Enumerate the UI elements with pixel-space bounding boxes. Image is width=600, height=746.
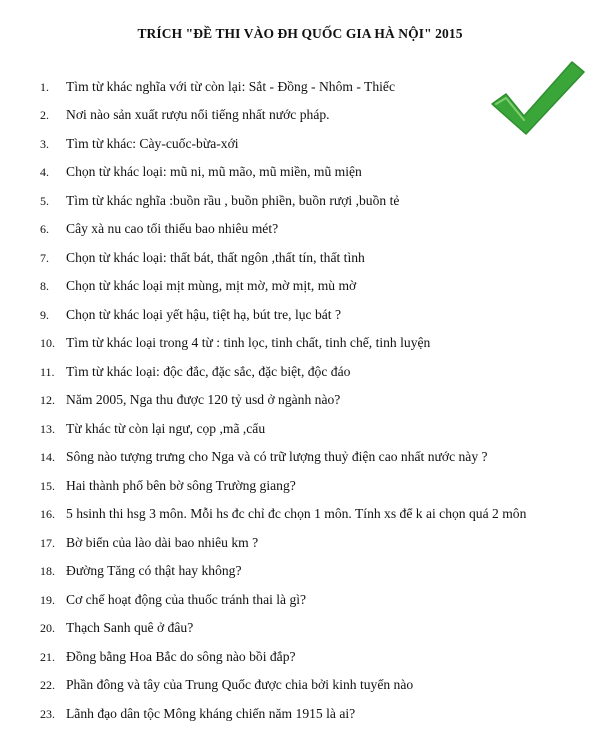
question-number: 4. <box>40 165 49 179</box>
question-item <box>0 305 600 325</box>
question-item <box>0 704 600 724</box>
question-number: 3. <box>40 137 49 151</box>
question-text: Lãnh đạo dân tộc Mông kháng chiến năm 1915 là ai? <box>66 706 356 721</box>
question-item <box>0 362 600 382</box>
question-number: 18. <box>40 564 55 578</box>
question-item <box>0 248 600 268</box>
question-item <box>0 77 600 97</box>
question-number: 20. <box>40 621 55 635</box>
question-number: 16. <box>40 507 55 521</box>
question-item <box>0 675 600 695</box>
question-text: Chọn từ khác loại: mũ ni, mũ mão, mũ miền, mũ miện <box>66 164 362 179</box>
question-text: Từ khác từ còn lại ngư, cọp ,mã ,cẩu <box>66 421 266 436</box>
question-item <box>0 647 600 667</box>
question-item <box>0 276 600 296</box>
question-item <box>0 191 600 211</box>
question-text: Phần đông và tây của Trung Quốc được chia bởi kinh tuyến nào <box>66 677 414 692</box>
question-item <box>0 333 600 353</box>
question-item <box>0 162 600 182</box>
question-number: 19. <box>40 593 55 607</box>
question-item <box>0 219 600 239</box>
question-text: Chọn từ khác loại: thất bát, thất ngôn ,thất tín, thất tình <box>66 250 365 265</box>
question-text: Thạch Sanh quê ở đâu? <box>66 620 194 635</box>
question-number: 13. <box>40 422 55 436</box>
question-number: 22. <box>40 678 55 692</box>
question-text: Bờ biển của lào dài bao nhiêu km ? <box>66 535 259 550</box>
question-item <box>0 504 600 524</box>
question-text: Năm 2005, Nga thu được 120 tỷ usd ở ngành nào? <box>66 392 341 407</box>
question-text: Tìm từ khác nghĩa :buồn rầu , buồn phiền, buồn rượi ,buồn tẻ <box>66 193 400 208</box>
question-number: 6. <box>40 222 49 236</box>
question-number: 7. <box>40 251 49 265</box>
question-number: 1. <box>40 80 49 94</box>
question-number: 2. <box>40 108 49 122</box>
question-text: Chọn từ khác loại mịt mùng, mịt mờ, mờ mịt, mù mờ <box>66 278 357 293</box>
question-text: Sông nào tượng trưng cho Nga và có trữ lượng thuỷ điện cao nhất nước này ? <box>66 449 488 464</box>
question-number: 21. <box>40 650 55 664</box>
question-text: Đồng bằng Hoa Bắc do sông nào bồi đắp? <box>66 649 296 664</box>
question-text: Tìm từ khác loại trong 4 từ : tinh lọc, tinh chất, tinh chế, tinh luyện <box>66 335 431 350</box>
question-number: 9. <box>40 308 49 322</box>
question-text: 5 hsinh thi hsg 3 môn. Mỗi hs đc chỉ đc chọn 1 môn. Tính xs để k ai chọn quá 2 môn <box>66 506 527 521</box>
question-item <box>0 390 600 410</box>
question-number: 17. <box>40 536 55 550</box>
question-text: Chọn từ khác loại yết hậu, tiệt hạ, bút tre, lục bát ? <box>66 307 342 322</box>
question-item <box>0 447 600 467</box>
question-item <box>0 561 600 581</box>
question-text: Nơi nào sản xuất rượu nổi tiếng nhất nước pháp. <box>66 107 330 122</box>
question-text: Tìm từ khác nghĩa với từ còn lại: Sắt - Đồng - Nhôm - Thiếc <box>66 79 395 94</box>
question-item <box>0 590 600 610</box>
page-title: TRÍCH "ĐỀ THI VÀO ĐH QUỐC GIA HÀ NỘI" 2015 <box>137 26 463 41</box>
question-text: Tìm từ khác: Cày-cuốc-bừa-xới <box>66 136 239 151</box>
question-text: Hai thành phố bên bờ sông Trường giang? <box>66 478 296 493</box>
question-number: 8. <box>40 279 49 293</box>
question-text: Cây xà nu cao tối thiểu bao nhiêu mét? <box>66 221 279 236</box>
question-item <box>0 476 600 496</box>
question-number: 5. <box>40 194 49 208</box>
question-item <box>0 105 600 125</box>
question-number: 23. <box>40 707 55 721</box>
question-text: Tìm từ khác loại: độc đắc, đặc sắc, đặc biệt, độc đáo <box>66 364 351 379</box>
question-number: 11. <box>40 365 55 379</box>
question-text: Đường Tăng có thật hay không? <box>66 563 242 578</box>
question-number: 12. <box>40 393 55 407</box>
question-item <box>0 419 600 439</box>
question-number: 15. <box>40 479 55 493</box>
question-item <box>0 618 600 638</box>
question-number: 14. <box>40 450 55 464</box>
question-item <box>0 134 600 154</box>
question-text: Cơ chế hoạt động của thuốc tránh thai là gì? <box>66 592 307 607</box>
question-item <box>0 533 600 553</box>
question-number: 10. <box>40 336 55 350</box>
